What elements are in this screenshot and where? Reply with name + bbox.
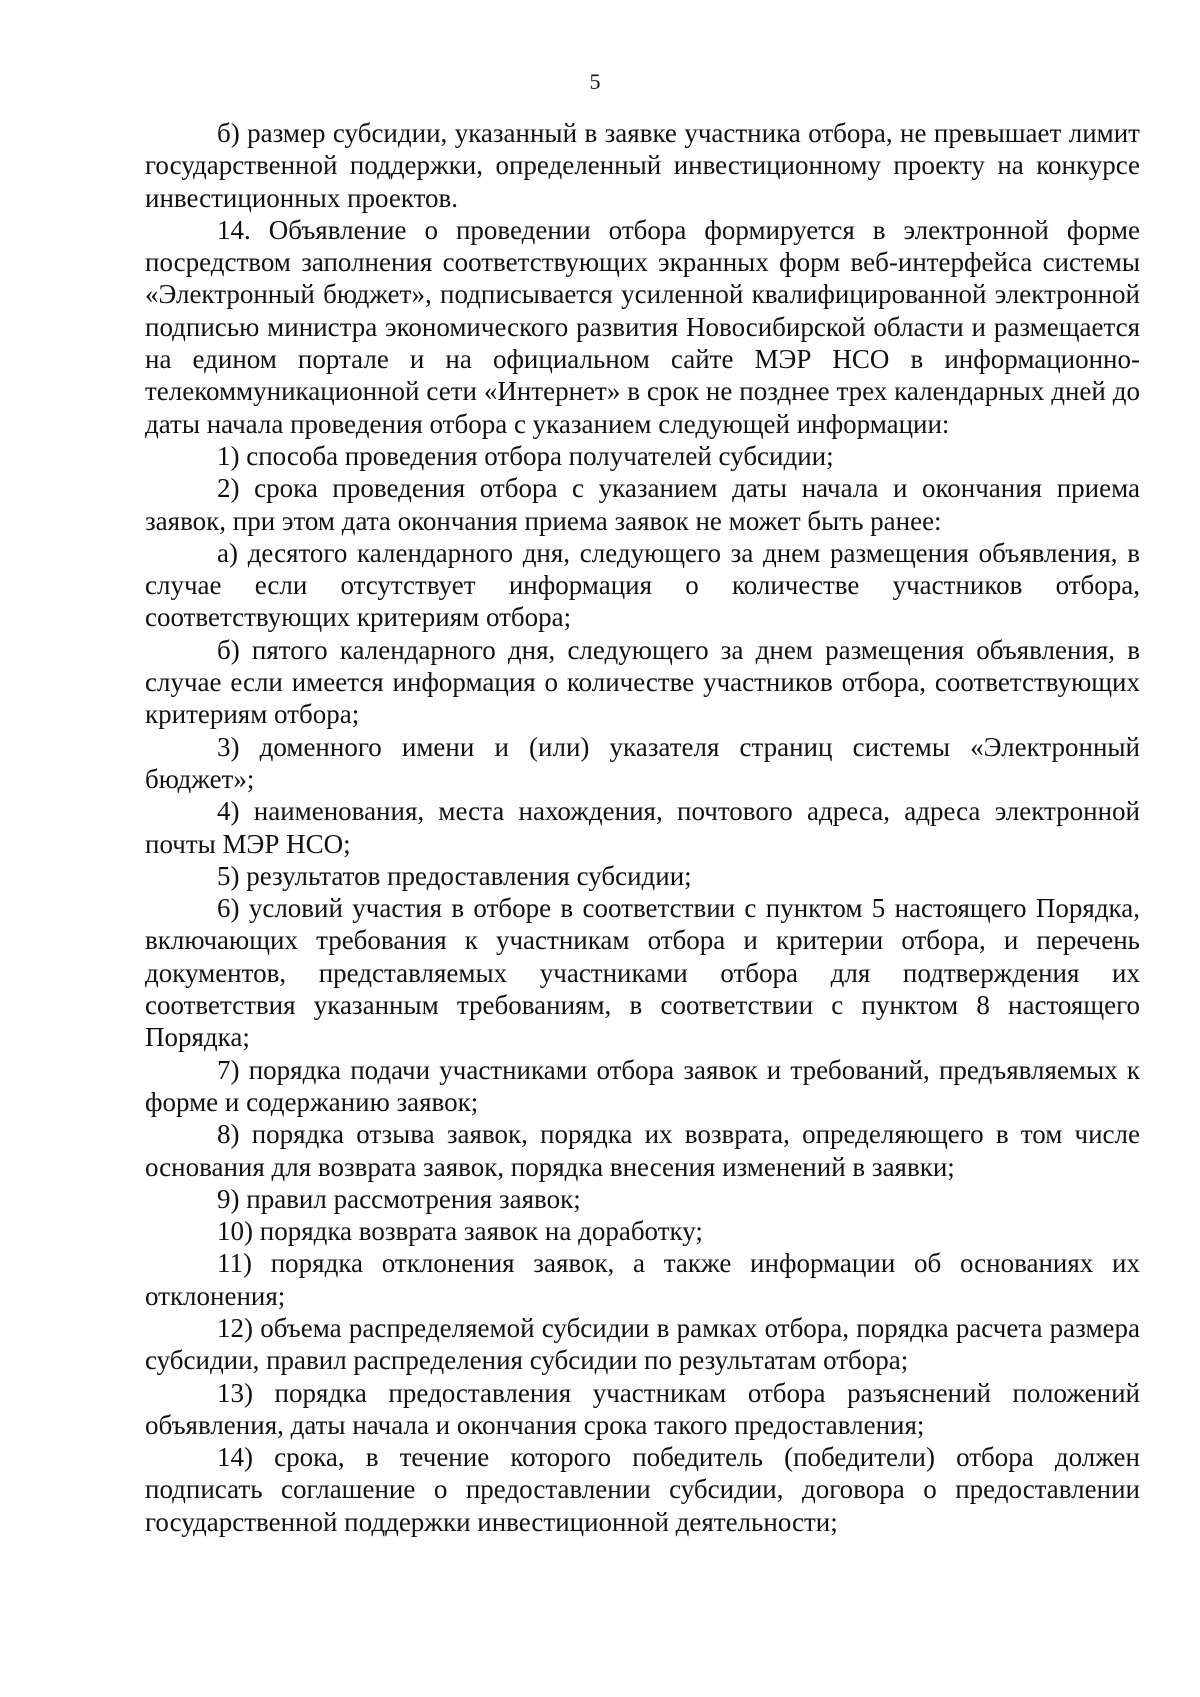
list-item-12: 12) объема распределяемой субсидии в рамках отбора, порядка расчета размера субсидии, правил распределения субсидии по результатам отбора; [145, 1312, 1140, 1376]
list-item-2: 2) срока проведения отбора с указанием даты начала и окончания приема заявок, при этом дата окончания приема заявок не может быть ранее: [145, 473, 1140, 536]
list-item-10: 10) порядка возврата заявок на доработку; [217, 1216, 703, 1247]
list-item-4: 4) наименования, места нахождения, почтового адреса, адреса электронной почты МЭР НСО; [145, 796, 1140, 859]
list-item-3: 3) доменного имени и (или) указателя страниц системы «Электронный бюджет»; [145, 731, 1140, 794]
list-item-6: 6) условий участия в отборе в соответствии с пунктом 5 настоящего Порядка, включающих требования к участникам отбора и критерии отбора, и перечень документов, представляемых участниками отбора для подтверждения их соответствия указанным требованиям, в соответствии с пунктом 8 настоящего Порядка; [145, 893, 1140, 1053]
list-item-2a: а) десятого календарного дня, следующего за днем размещения объявления, в случае если отсутствует информация о количестве участников отбора, соответствующих критериям отбора; [145, 537, 1140, 633]
page-number: 5 [589, 69, 601, 94]
paragraph-14-announcement: 14. Объявление о проведении отбора формируется в электронной форме посредством заполнения соответствующих экранных форм веб-интерфейса системы «Электронный бюджет», подписывается усиленной квалифицированной электронной подписью министра экономического развития Новосибирской области и размещается на едином портале и на официальном сайте МЭР НСО в информационно-телекоммуникационной сети «Интернет» в срок не позднее трех календарных дней до даты начала проведения отбора с указанием следующей информации: [145, 214, 1140, 439]
list-item-8: 8) порядка отзыва заявок, порядка их возврата, определяющего в том числе основания для возврата заявок, порядка внесения изменений в заявки; [145, 1119, 1140, 1182]
document-body [145, 117, 1140, 1538]
list-item-14: 14) срока, в течение которого победитель (победители) отбора должен подписать соглашение о предоставлении субсидии, договора о предоставлении государственной поддержки инвестиционной деятельности; [145, 1442, 1140, 1537]
list-item-11: 11) порядка отклонения заявок, а также информации об основаниях их отклонения; [145, 1248, 1140, 1311]
list-item-7: 7) порядка подачи участниками отбора заявок и требований, предъявляемых к форме и содержанию заявок; [145, 1054, 1140, 1117]
list-item-2b: б) пятого календарного дня, следующего за днем размещения объявления, в случае если имеется информация о количестве участников отбора, соответствующих критериям отбора; [145, 634, 1140, 730]
list-item-1: 1) способа проведения отбора получателей субсидии; [217, 440, 834, 471]
list-item-9: 9) правил рассмотрения заявок; [217, 1183, 581, 1214]
paragraph-subsidy-size: б) размер субсидии, указанный в заявке участника отбора, не превышает лимит государственной поддержки, определенный инвестиционному проекту на конкурсе инвестиционных проектов. [145, 118, 1140, 213]
list-item-13: 13) порядка предоставления участникам отбора разъяснений положений объявления, даты начала и окончания срока такого предоставления; [145, 1377, 1140, 1440]
list-item-5: 5) результатов предоставления субсидии; [217, 860, 692, 891]
